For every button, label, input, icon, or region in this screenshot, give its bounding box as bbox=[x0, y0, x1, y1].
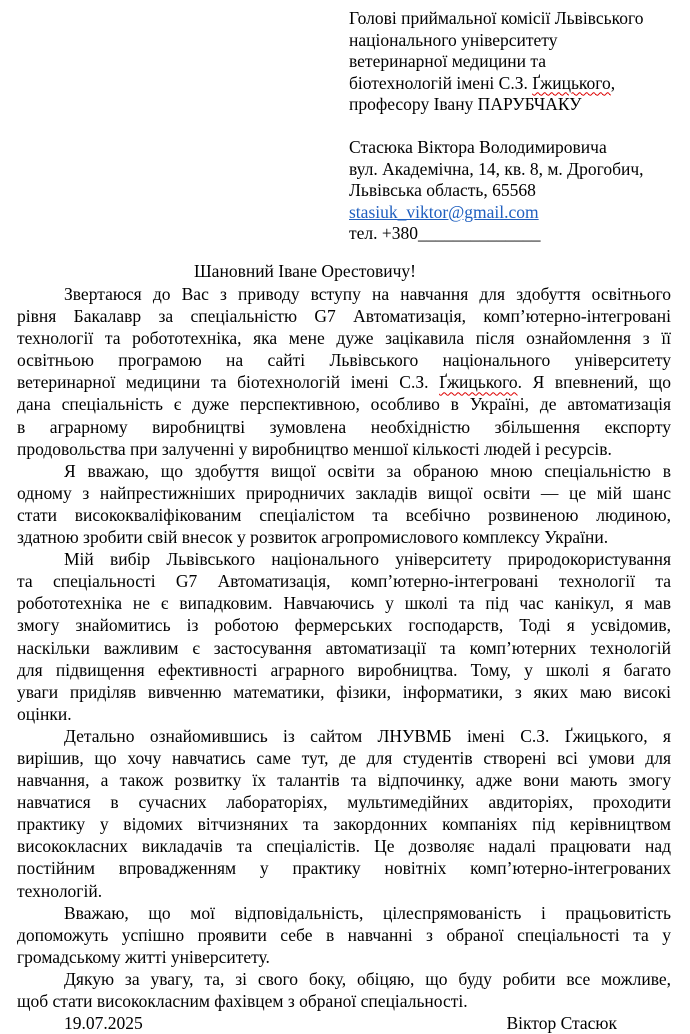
paragraph-line: в аграрному виробництві зумовлена необхідністю збільшення експорту bbox=[17, 416, 671, 437]
paragraph-line: одному з найпрестижніших природничих закладів вищої освіти — це мій шанс bbox=[17, 482, 671, 503]
paragraph-line: навчання, а також розвитку їх талантів та відпочинку, адже вони мають змогу bbox=[17, 770, 671, 791]
paragraph-line: Вважаю, що мої відповідальність, цілеспрямованість і працьовитість bbox=[64, 902, 671, 923]
paragraph-line: постійним впровадженням у практику новітніх комп’ютерно-інтегрованих bbox=[17, 858, 671, 879]
paragraph-line: продовольства при залученні у виробництво меншої кількості людей і ресурсів. bbox=[17, 438, 612, 459]
paragraph-line: громадському житті університету. bbox=[17, 946, 270, 967]
paragraph-line: щоб стати висококласним фахівцем з обраної спеціальності. bbox=[17, 991, 468, 1011]
paragraph bbox=[17, 968, 671, 1012]
paragraph-line: робототехніка не є випадковим. Навчаючись у школі та під час канікул, я мав bbox=[17, 593, 671, 614]
addressee-line: професору Івану ПАРУБЧАКУ bbox=[349, 94, 582, 114]
addressee-line bbox=[349, 73, 644, 95]
addressee-line-prefix: біотехнологій імені С.З. bbox=[349, 72, 533, 93]
paragraph-line: Детально ознайомившись із сайтом ЛНУВМБ імені С.З. Ґжицького, я bbox=[64, 725, 671, 746]
paragraph-line: Я вважаю, що здобуття вищої освіти за обраною мною спеціальністю в bbox=[64, 460, 671, 481]
paragraph-line: Дякую за увагу, та, зі свого боку, обіцяю, що буду робити все можливе, bbox=[64, 968, 671, 989]
punctuation: , bbox=[610, 72, 616, 93]
paragraph-line: вирішив, що хочу навчатись саме тут, де для студентів створені всі умови для bbox=[17, 747, 671, 768]
paragraph bbox=[17, 460, 671, 548]
paragraph-line: здатною зробити свій внесок у розвиток агропромислового комплексу України. bbox=[17, 527, 609, 548]
addressee-line: національного університету bbox=[349, 29, 558, 50]
letter-body bbox=[17, 283, 671, 1034]
signature: Віктор Стасюк bbox=[506, 1013, 617, 1034]
signature-row bbox=[17, 1012, 671, 1034]
paragraph-line: технологій. bbox=[17, 880, 103, 901]
spellcheck-word: Ґжицького bbox=[532, 72, 611, 93]
paragraph-line: Звертаюся до Вас з приводу вступу на навчання для здобуття освітнього bbox=[64, 284, 671, 304]
paragraph bbox=[17, 548, 671, 725]
paragraph-line: наскільки важливим є застосування автоматизації та комп’ютерних технологій bbox=[17, 637, 671, 658]
paragraph-line: ветеринарної медицини та біотехнологій імені С.З. Ґжицького. Я впевнений, що bbox=[17, 372, 671, 393]
paragraph-line: технології та робототехніка, яка мене дуже зацікавила після ознайомлення з її bbox=[17, 328, 671, 349]
paragraph-line: змогу знайомитись із роботою фермерських господарств, Тоді я усвідомив, bbox=[17, 615, 671, 636]
sender-name: Стасюка Віктора Володимировича bbox=[349, 137, 607, 157]
paragraph-line: Мій вибір Львівського національного університету природокористування bbox=[64, 549, 671, 570]
greeting: Шановний Іване Орестовичу! bbox=[194, 261, 416, 281]
paragraph-line: дана спеціальність є дуже перспективною, особливо в Україні, де автоматизація bbox=[17, 394, 671, 415]
paragraph-line: висококласних викладачів та спеціалістів. Це дозволяє надалі працювати над bbox=[17, 836, 671, 857]
paragraph-line: та спеціальності G7 Автоматизація, комп’ютерно-інтегровані технології та bbox=[17, 571, 671, 592]
date: 19.07.2025 bbox=[64, 1013, 143, 1034]
paragraph-line: стати висококваліфікованим спеціалістом та всебічно розвиненою людиною, bbox=[17, 504, 671, 525]
addressee-line: ветеринарної медицини та bbox=[349, 51, 547, 71]
addressee-line: Голові приймальної комісії Львівського bbox=[349, 8, 644, 28]
paragraph bbox=[17, 902, 671, 968]
addressee-block bbox=[349, 8, 644, 245]
paragraph-line: оцінки. bbox=[17, 703, 72, 724]
paragraph-line: практику у відомих вітчизняних та закордонних компаніях під керівництвом bbox=[17, 814, 671, 835]
paragraph-line: уваги приділяв вивченню математики, фізики, інформатики, з яких маю високі bbox=[17, 681, 671, 702]
sender-phone: тел. +380______________ bbox=[349, 223, 541, 243]
paragraph-line: для підвищення ефективності аграрного виробництва. Тому, у школі я багато bbox=[17, 659, 671, 680]
paragraph bbox=[17, 725, 671, 902]
paragraph-line: освітньою програмою на сайті Львівського національного університету bbox=[17, 350, 671, 371]
sender-region: Львівська область, 65568 bbox=[349, 180, 536, 200]
paragraph-line: навчатися в сучасних лабораторіях, мультимедійних авдиторіях, проходити bbox=[17, 792, 671, 813]
spellcheck-word: Ґжицького bbox=[439, 372, 518, 393]
paragraph-line: рівня Бакалавр за спеціальністю G7 Автоматизація, комп’ютерно-інтегровані bbox=[17, 306, 671, 327]
paragraph-line: допоможуть успішно проявити себе в навчанні з обраної спеціальності та у bbox=[17, 924, 671, 945]
sender-email-link[interactable]: stasiuk_viktor@gmail.com bbox=[349, 201, 539, 222]
sender-address: вул. Академічна, 14, кв. 8, м. Дрогобич, bbox=[349, 158, 644, 179]
paragraph bbox=[17, 283, 671, 460]
